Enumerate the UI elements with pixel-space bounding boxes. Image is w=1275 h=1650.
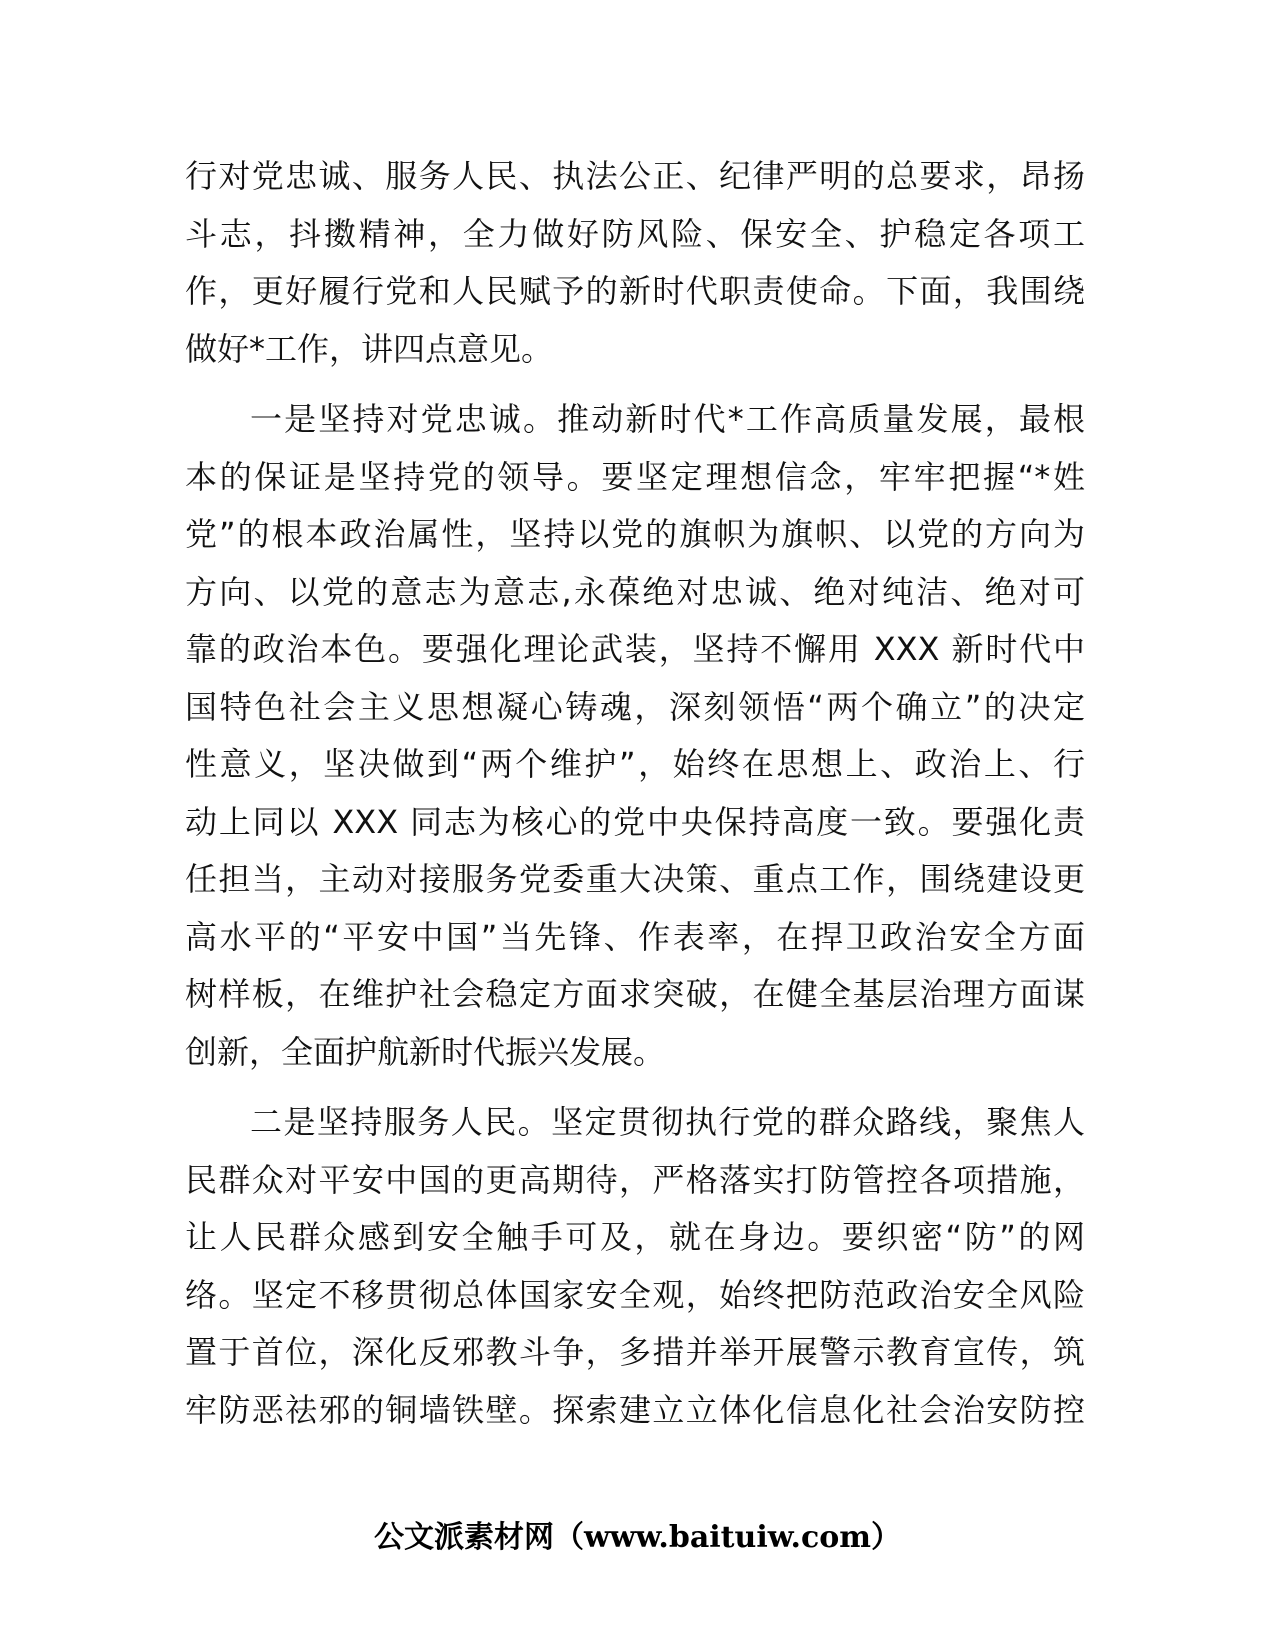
document-body [185, 148, 1085, 1439]
text-line: 国特色社会主义思想凝心铸魂，深刻领悟“两个确立”的决定 [185, 687, 1085, 726]
text-line: 高水平的“平安中国”当先锋、作表率，在捍卫政治安全方面 [185, 917, 1085, 956]
text-line: 牢防恶祛邪的铜墙铁壁。探索建立立体化信息化社会治安防控 [185, 1390, 1085, 1429]
paragraph-gap [185, 1081, 1085, 1094]
text-line: 民群众对平安中国的更高期待，严格落实打防管控各项措施， [185, 1160, 1085, 1199]
text-line: 行对党忠诚、服务人民、执法公正、纪律严明的总要求，昂扬 [185, 157, 1085, 195]
text-line: 一是坚持对党忠诚。推动新时代*工作高质量发展，最根 [250, 400, 1085, 438]
text-line: 络。坚定不移贯彻总体国家安全观，始终把防范政治安全风险 [185, 1275, 1085, 1314]
text-line: 本的保证是坚持党的领导。要坚定理想信念，牢牢把握“*姓 [185, 457, 1085, 496]
text-line: 置于首位，深化反邪教斗争，多措并举开展警示教育宣传，筑 [185, 1333, 1085, 1371]
text-line: 让人民群众感到安全触手可及，就在身边。要织密“防”的网 [185, 1218, 1085, 1256]
paragraph-gap [185, 378, 1085, 391]
paragraph [185, 1094, 1085, 1439]
text-line: 做好*工作，讲四点意见。 [185, 329, 554, 368]
text-line: 方向、以党的意志为意志,永葆绝对忠诚、绝对纯洁、绝对可 [185, 572, 1085, 611]
text-line: 二是坚持服务人民。坚定贯彻执行党的群众路线，聚焦人 [250, 1103, 1085, 1141]
text-line: 党”的根本政治属性，坚持以党的旗帜为旗帜、以党的方向为 [185, 515, 1085, 553]
text-line: 靠的政治本色。要强化理论武装，坚持不懈用 XXX 新时代中 [185, 630, 1085, 668]
paragraph [185, 148, 1085, 378]
text-line: 动上同以 XXX 同志为核心的党中央保持高度一致。要强化责 [185, 802, 1085, 841]
text-line: 创新，全面护航新时代振兴发展。 [185, 1032, 666, 1071]
text-line: 斗志，抖擞精神，全力做好防风险、保安全、护稳定各项工 [185, 214, 1085, 253]
text-line: 任担当，主动对接服务党委重大决策、重点工作，围绕建设更 [185, 860, 1085, 898]
page-footer: 公文派素材网（www.baituiw.com） [373, 1520, 902, 1555]
paragraph [185, 391, 1085, 1081]
text-line: 树样板，在维护社会稳定方面求突破，在健全基层治理方面谋 [185, 975, 1085, 1013]
text-line: 作，更好履行党和人民赋予的新时代职责使命。下面，我围绕 [185, 272, 1085, 310]
text-line: 性意义，坚决做到“两个维护”，始终在思想上、政治上、行 [185, 745, 1085, 783]
